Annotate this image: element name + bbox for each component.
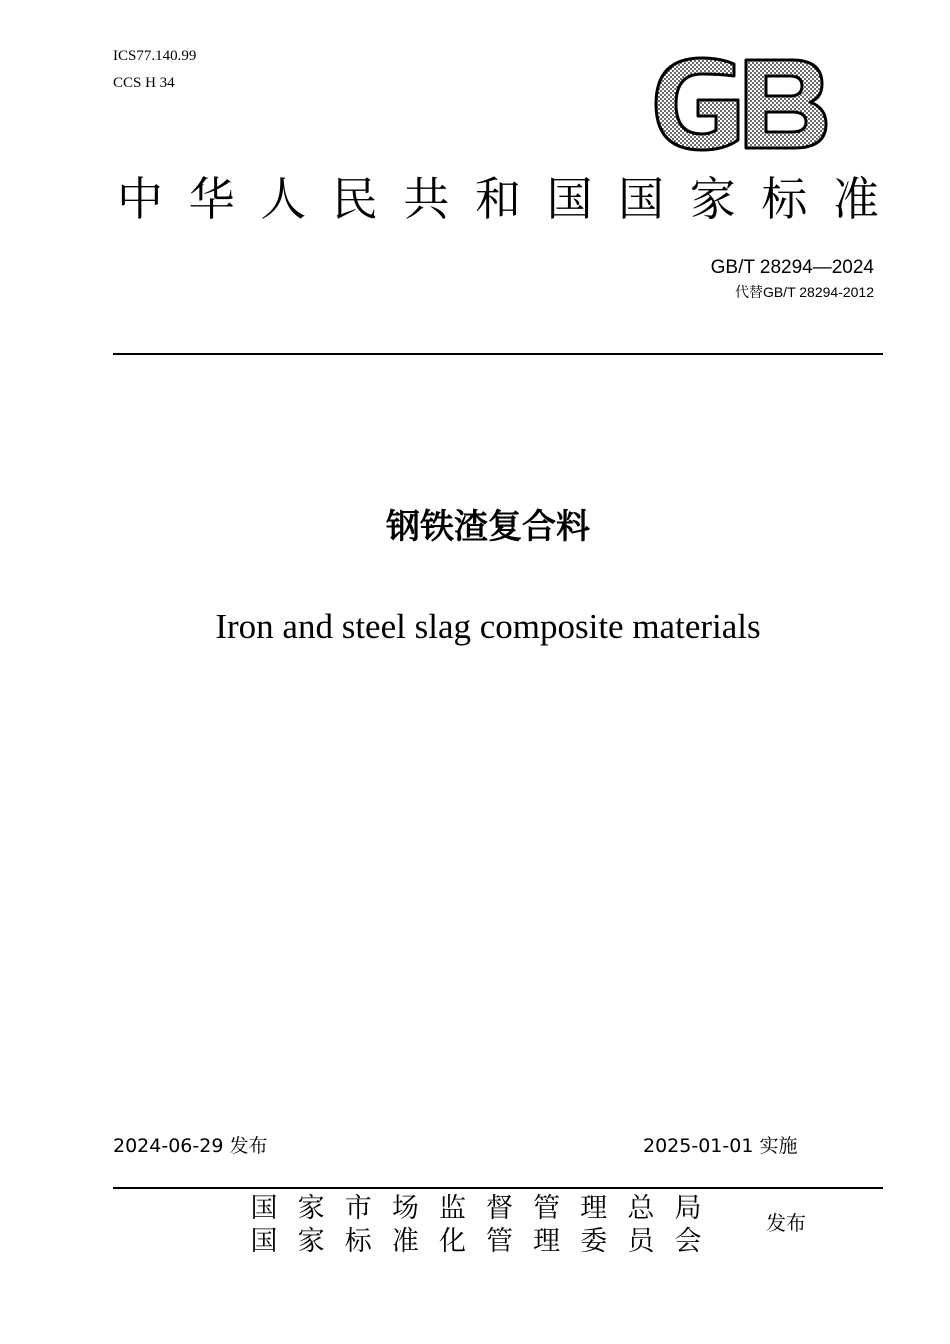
issuer-char: 场 — [391, 1193, 419, 1224]
top-divider — [113, 353, 883, 355]
issuer-char: 总 — [627, 1193, 655, 1224]
title-char: 人 — [260, 172, 307, 226]
title-char: 中 — [117, 172, 163, 226]
implementation-date: 2025-01-01 实施 — [643, 1135, 798, 1157]
issuer-char: 委 — [580, 1226, 608, 1257]
issuer-sac — [248, 1225, 704, 1259]
title-char: 民 — [331, 172, 378, 226]
document-title-english: Iron and steel slag composite materials — [215, 607, 761, 646]
replaces-standard: 代替GB/T 28294-2012 — [734, 284, 874, 300]
issuer-char: 监 — [438, 1193, 466, 1224]
title-char: 共 — [403, 172, 450, 226]
gb-logo — [650, 56, 830, 152]
ccs-code: CCS H 34 — [113, 75, 175, 91]
issuer-char: 理 — [580, 1193, 608, 1224]
issuer-char: 局 — [674, 1193, 702, 1224]
standard-number: GB/T 28294—2024 — [710, 257, 874, 278]
issuer-char: 管 — [533, 1193, 561, 1224]
issuer-char: 化 — [438, 1226, 466, 1257]
issuer-char: 准 — [391, 1226, 419, 1257]
issue-date: 2024-06-29 发布 — [113, 1135, 268, 1157]
title-char: 标 — [761, 172, 808, 226]
issuer-char: 市 — [344, 1193, 372, 1224]
issuer-samr — [248, 1192, 704, 1226]
bottom-divider — [113, 1187, 883, 1189]
issuer-char: 督 — [486, 1193, 514, 1224]
title-char: 国 — [546, 172, 593, 226]
issuer-char: 国 — [250, 1193, 278, 1224]
issuer-char: 员 — [627, 1226, 655, 1257]
title-char: 准 — [832, 172, 879, 226]
document-title-chinese: 钢铁渣复合料 — [386, 507, 590, 547]
issuer-char: 理 — [533, 1226, 561, 1257]
title-char: 国 — [618, 172, 665, 226]
title-char: 家 — [689, 172, 736, 226]
ics-code: ICS77.140.99 — [113, 48, 197, 64]
issuer-char: 会 — [674, 1226, 702, 1257]
title-char: 华 — [188, 172, 235, 226]
issuer-char: 家 — [297, 1226, 325, 1257]
title-char: 和 — [474, 172, 521, 226]
issuer-char: 管 — [486, 1226, 514, 1257]
issuer-char: 国 — [250, 1226, 278, 1257]
national-standard-title — [113, 166, 883, 232]
issuer-char: 家 — [297, 1193, 325, 1224]
gb-logo-letter-g — [656, 58, 738, 150]
issue-word: 发布 — [766, 1211, 806, 1235]
gb-logo-letter-b — [746, 60, 826, 148]
issuer-char: 标 — [344, 1226, 372, 1257]
